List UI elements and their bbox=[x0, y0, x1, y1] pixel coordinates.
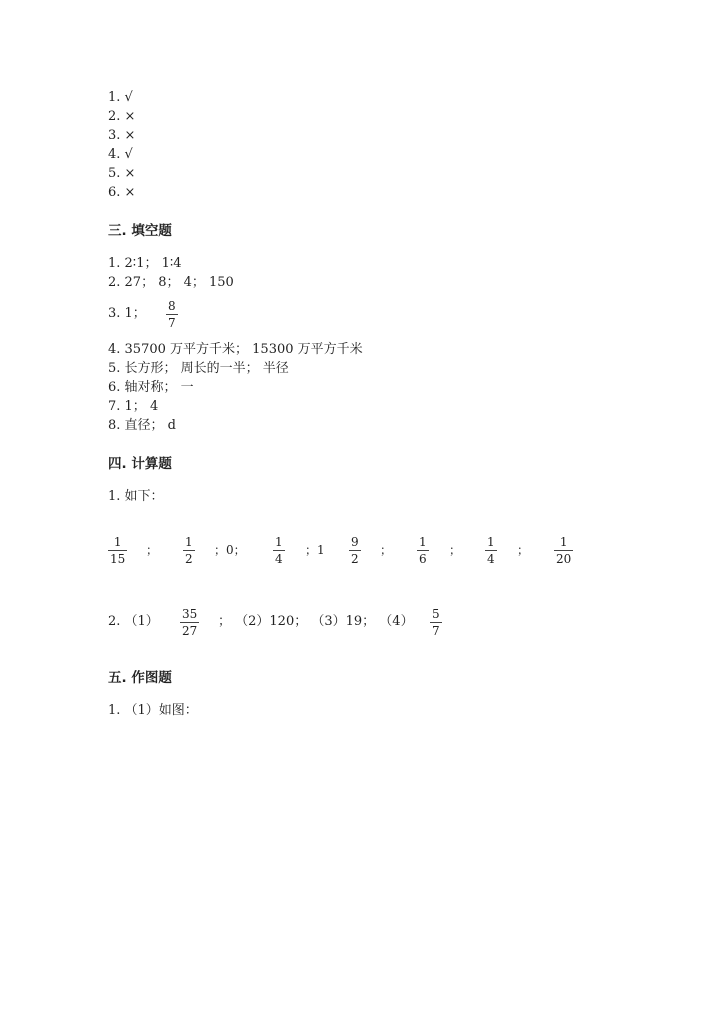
section-draw-title: 五. 作图题 bbox=[108, 670, 172, 686]
fill-answer-1: 1. 2∶1； 1∶4 bbox=[108, 256, 182, 271]
fill-answer-5: 5. 长方形； 周长的一半； 半径 bbox=[108, 361, 289, 376]
fraction-bar bbox=[417, 550, 429, 551]
separator: ；0； bbox=[214, 543, 246, 557]
fraction-denominator: 7 bbox=[168, 316, 176, 330]
judge-item-1: 1. √ bbox=[108, 90, 133, 105]
fraction-bar bbox=[485, 550, 497, 551]
fraction-numerator: 1 bbox=[559, 535, 568, 549]
fraction-8-7 bbox=[166, 299, 178, 330]
section-calc-title: 四. 计算题 bbox=[108, 456, 172, 472]
fraction-bar bbox=[273, 550, 285, 551]
fraction-1-2 bbox=[183, 535, 195, 566]
judge-item-6: 6. × bbox=[108, 185, 136, 200]
fraction-numerator: 1 bbox=[185, 535, 193, 549]
fraction-1-4 bbox=[485, 535, 497, 566]
judge-item-5: 5. × bbox=[108, 166, 136, 181]
fraction-35-27 bbox=[180, 607, 199, 638]
fraction-1-15 bbox=[108, 535, 127, 566]
fraction-denominator: 4 bbox=[487, 552, 495, 566]
judge-item-2: 2. × bbox=[108, 109, 136, 124]
fraction-bar bbox=[183, 550, 195, 551]
fraction-numerator: 1 bbox=[275, 535, 283, 549]
fraction-numerator: 5 bbox=[432, 607, 440, 621]
fraction-bar bbox=[430, 622, 442, 623]
fraction-denominator: 4 bbox=[275, 552, 283, 566]
fraction-denominator: 20 bbox=[556, 552, 572, 566]
separator: ； bbox=[146, 543, 159, 557]
fraction-bar bbox=[349, 550, 361, 551]
fraction-denominator: 7 bbox=[432, 624, 440, 638]
fraction-5-7 bbox=[430, 607, 442, 638]
fraction-9-2 bbox=[349, 535, 361, 566]
fraction-denominator: 27 bbox=[182, 624, 198, 638]
judge-item-3: 3. × bbox=[108, 128, 136, 143]
draw-answer-1: 1. （1）如图： bbox=[108, 703, 198, 718]
fraction-1-6 bbox=[417, 535, 429, 566]
fraction-numerator: 35 bbox=[182, 607, 198, 621]
fraction-bar bbox=[166, 314, 178, 315]
fraction-numerator: 1 bbox=[419, 535, 427, 549]
fraction-denominator: 6 bbox=[419, 552, 427, 566]
fraction-bar bbox=[108, 550, 127, 551]
calc-answer-2-prefix: 2. （1） bbox=[108, 614, 159, 629]
section-fill-title: 三. 填空题 bbox=[108, 223, 172, 239]
calc-answer-2-middle: ； （2）120； （3）19； （4） bbox=[218, 614, 414, 629]
fraction-denominator: 15 bbox=[110, 552, 126, 566]
fill-answer-8: 8. 直径； d bbox=[108, 418, 176, 433]
fraction-denominator: 2 bbox=[351, 552, 359, 566]
judge-item-4: 4. √ bbox=[108, 147, 133, 162]
fraction-numerator: 8 bbox=[168, 299, 176, 313]
fill-answer-2: 2. 27； 8； 4； 150 bbox=[108, 275, 234, 290]
fraction-bar bbox=[554, 550, 573, 551]
fraction-numerator: 9 bbox=[351, 535, 359, 549]
separator: ； bbox=[449, 543, 462, 557]
fraction-denominator: 2 bbox=[185, 552, 193, 566]
separator: ； bbox=[380, 543, 393, 557]
fill-answer-7: 7. 1； 4 bbox=[108, 399, 159, 414]
fraction-1-4 bbox=[273, 535, 285, 566]
calc-answer-1-label: 1. 如下： bbox=[108, 489, 164, 504]
separator: ；1 bbox=[305, 543, 325, 557]
fill-answer-4: 4. 35700 万平方千米； 15300 万平方千米 bbox=[108, 342, 363, 357]
fraction-numerator: 1 bbox=[487, 535, 495, 549]
fill-answer-3: 3. 1； bbox=[108, 306, 146, 321]
fill-answer-6: 6. 轴对称； 一 bbox=[108, 380, 194, 395]
fraction-bar bbox=[180, 622, 199, 623]
fraction-numerator: 1 bbox=[113, 535, 122, 549]
separator: ； bbox=[517, 543, 530, 557]
fraction-1-20 bbox=[554, 535, 573, 566]
